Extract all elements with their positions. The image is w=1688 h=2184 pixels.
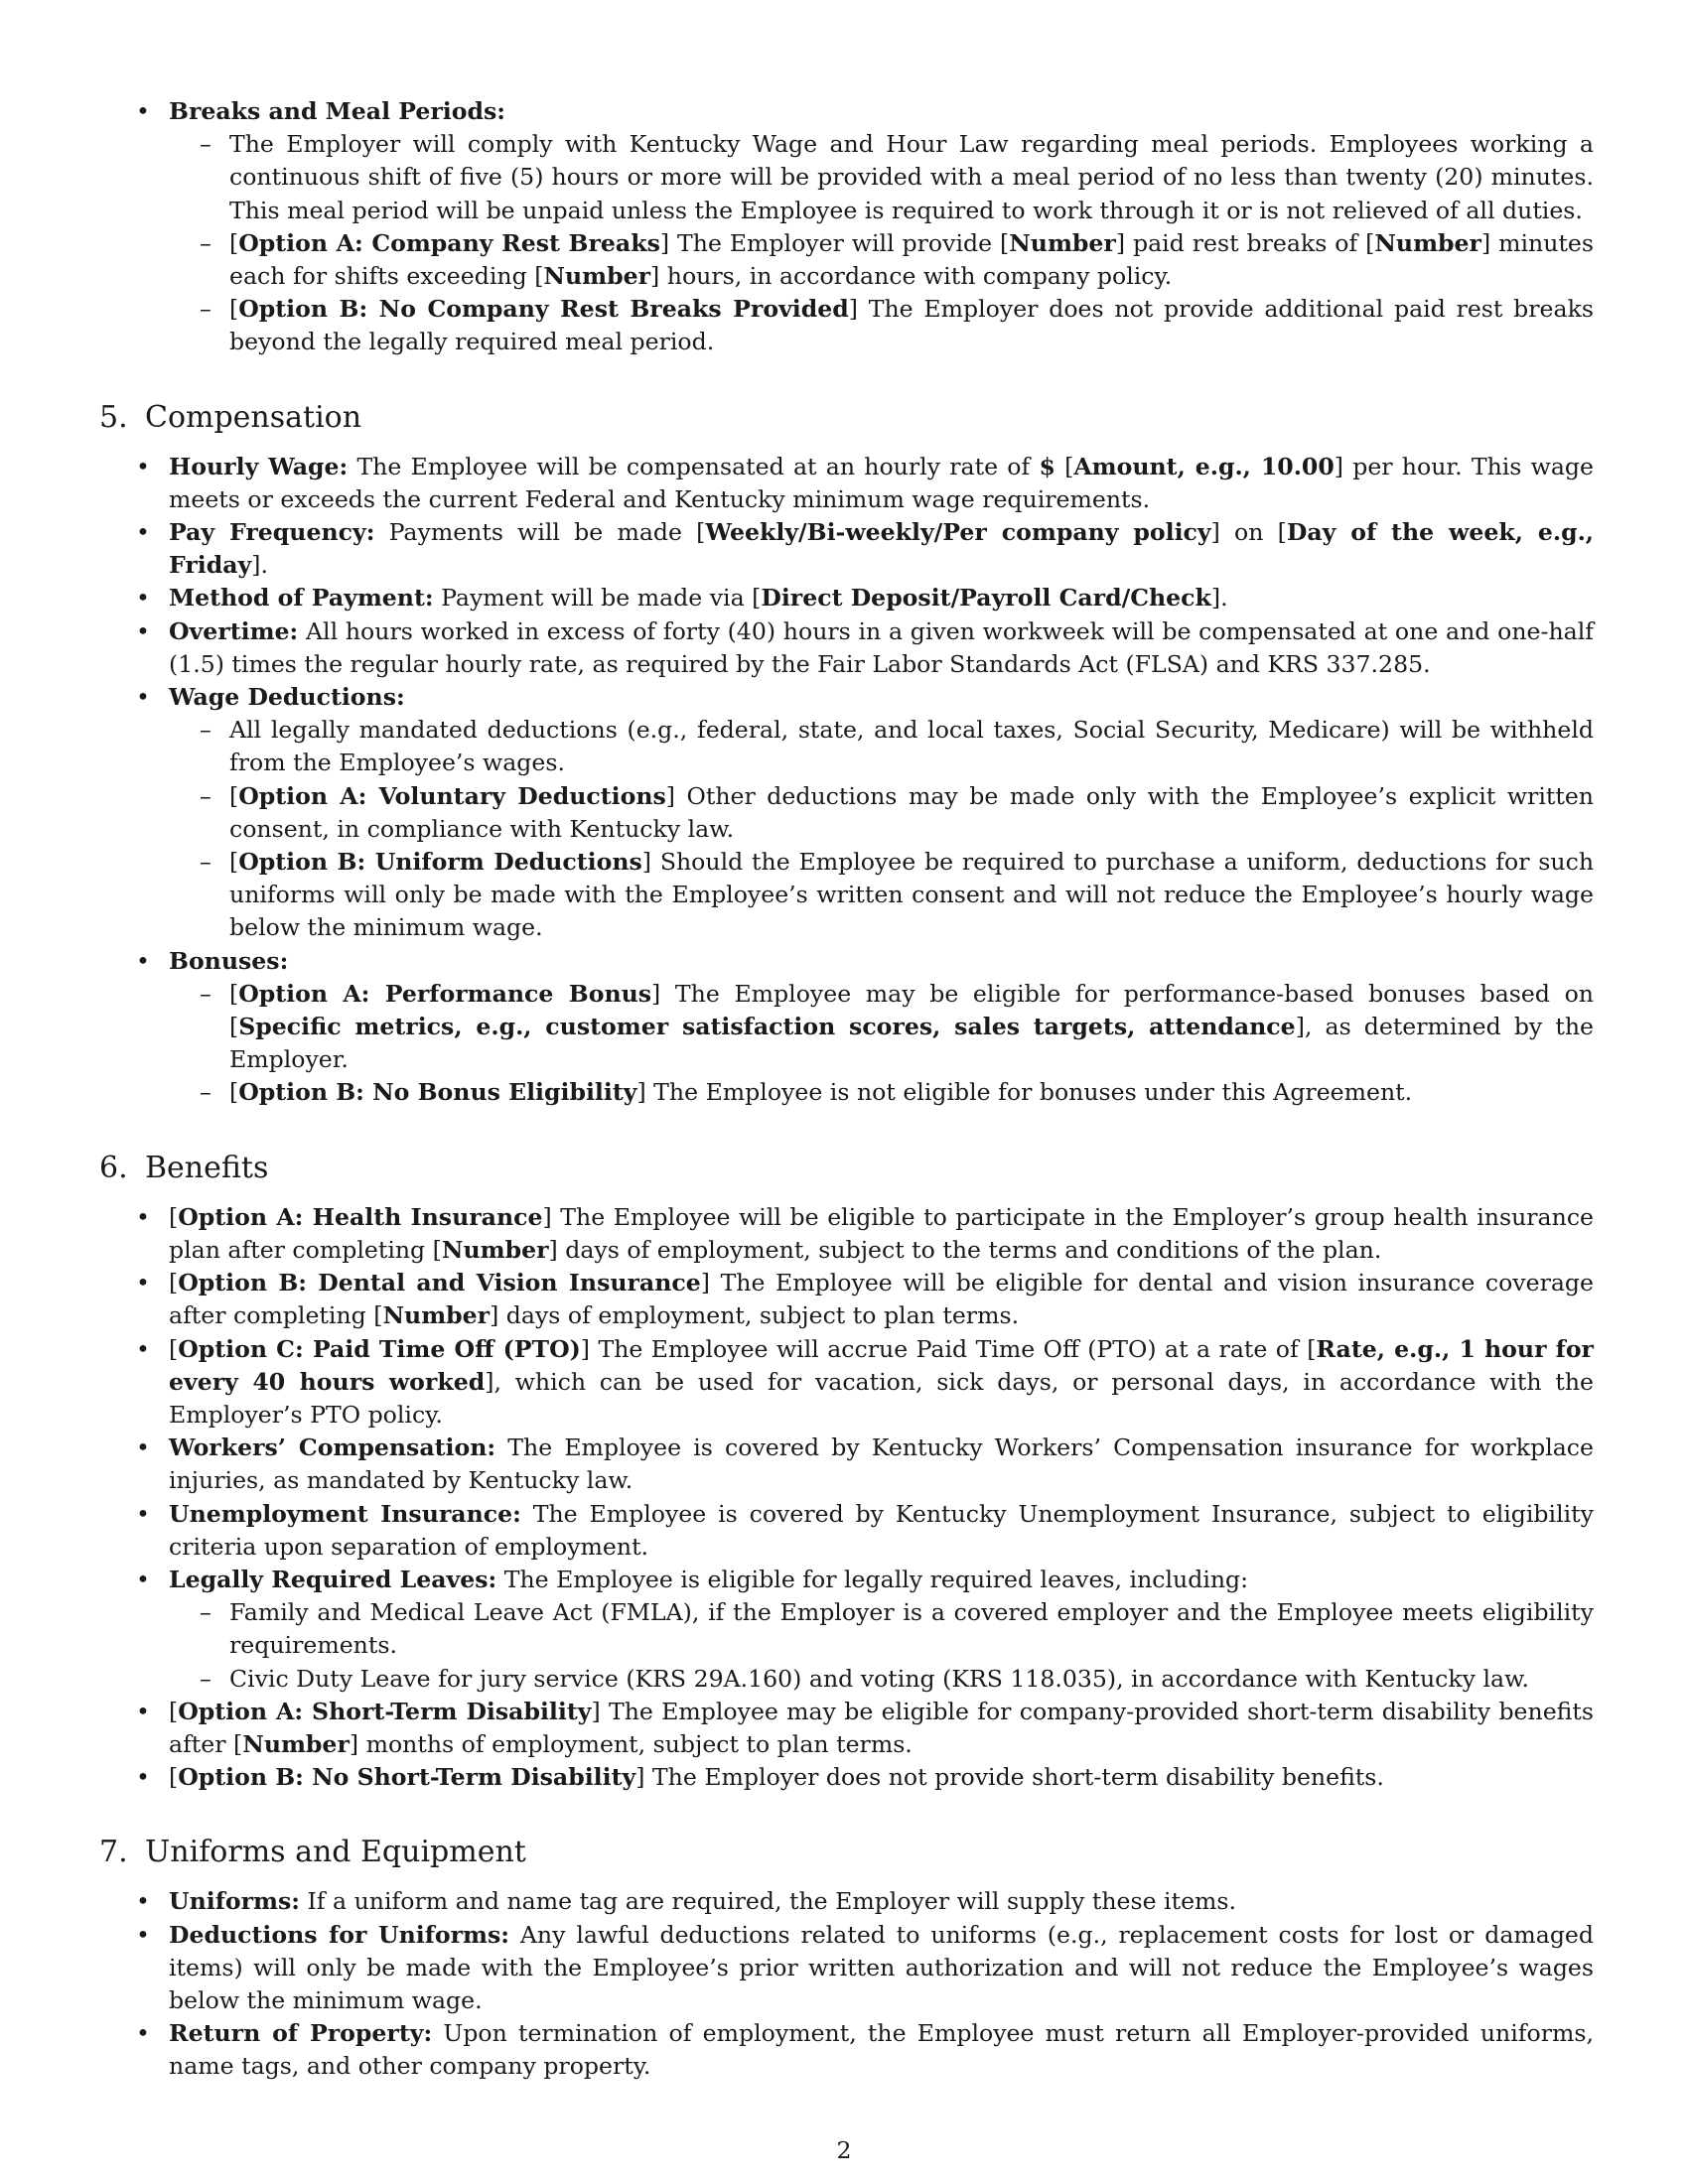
required-leaves-item: • Legally Required Leaves: The Employee is eligible for legally required leaves, including: – Family and Medical Leave Act (FMLA), if the Employer is a covered employer and the Employee meets eligibility requirements. – Civic Duty Leave for jury service (KRS 29A.160) and voting (KRS 118.035), in accordance with Kentucky law. <box>99 1564 1594 1696</box>
voluntary-deductions-option: – [Option A: Voluntary Deductions] Other deductions may be made only with the Employee’s explicit written consent, in compliance with Kentucky law. <box>169 780 1594 846</box>
uniforms-item: • Uniforms: If a uniform and name tag are required, the Employer will supply these items. <box>99 1885 1594 1918</box>
mandated-deductions: – All legally mandated deductions (e.g., federal, state, and local taxes, Social Security, Medicare) will be withheld from the Employee’s wages. <box>169 714 1594 779</box>
health-insurance-item: • [Option A: Health Insurance] The Employee will be eligible to participate in the Employer’s group health insurance plan after completing [Number] days of employment, subject to the terms and conditions of the plan. <box>99 1201 1594 1267</box>
document-page <box>99 95 1594 2084</box>
pto-item: • [Option C: Paid Time Off (PTO)] The Employee will accrue Paid Time Off (PTO) at a rate of [Rate, e.g., 1 hour for every 40 hours worked], which can be used for vacation, sick days, or personal days, in accordance with the Employer’s PTO policy. <box>99 1333 1594 1433</box>
breaks-list <box>99 95 1594 359</box>
performance-bonus-option: – [Option A: Performance Bonus] The Employee may be eligible for performance-based bonuses based on [Specific metrics, e.g., customer satisfaction scores, sales targets, attendance], as determined by the Employer. <box>169 978 1594 1077</box>
hourly-wage-item: • Hourly Wage: The Employee will be compensated at an hourly rate of $ [Amount, e.g., 10.00] per hour. This wage meets or exceeds the current Federal and Kentucky minimum wage requirements. <box>99 451 1594 516</box>
page-number: 2 <box>836 2136 852 2164</box>
section-heading-benefits: 6. Benefits <box>99 1150 269 1185</box>
bonuses-item: • Bonuses: – [Option A: Performance Bonus] The Employee may be eligible for performance-based bonuses based on [Specific metrics, e.g., customer satisfaction scores, sales targets, attendance], as determined by the Employer. – [Option B: No Bonus Eligibility] The Employee is not eligible for bonuses under this Agreement. <box>99 945 1594 1110</box>
short-term-disability-item: • [Option A: Short-Term Disability] The Employee may be eligible for company-provided short-term disability benefits after [Number] months of employment, subject to plan terms. <box>99 1696 1594 1761</box>
no-bonus-option: – [Option B: No Bonus Eligibility] The Employee is not eligible for bonuses under this Agreement. <box>169 1076 1594 1109</box>
no-short-term-disability-item: • [Option B: No Short-Term Disability] The Employer does not provide short-term disability benefits. <box>99 1761 1594 1794</box>
civic-duty-item: – Civic Duty Leave for jury service (KRS 29A.160) and voting (KRS 118.035), in accordance with Kentucky law. <box>169 1663 1594 1696</box>
required-leaves-sublist <box>169 1596 1594 1696</box>
uniform-deductions-option: – [Option B: Uniform Deductions] Should the Employee be required to purchase a uniform, deductions for such uniforms will only be made with the Employee’s written consent and will not reduce the Employee’s hourly wage below the minimum wage. <box>169 846 1594 945</box>
uniform-deductions-item: • Deductions for Uniforms: Any lawful deductions related to uniforms (e.g., replacement costs for lost or damaged items) will only be made with the Employee’s prior written authorization and will not reduce the Employee’s wages below the minimum wage. <box>99 1919 1594 2018</box>
workers-comp-item: • Workers’ Compensation: The Employee is covered by Kentucky Workers’ Compensation insurance for workplace injuries, as mandated by Kentucky law. <box>99 1432 1594 1497</box>
section-heading-uniforms: 7. Uniforms and Equipment <box>99 1835 526 1870</box>
benefits-list <box>99 1201 1594 1795</box>
bonuses-sublist <box>169 978 1594 1110</box>
uniforms-list <box>99 1885 1594 2083</box>
pay-frequency-item: • Pay Frequency: Payments will be made [Weekly/Bi-weekly/Per company policy] on [Day of the week, e.g., Friday]. <box>99 516 1594 582</box>
section-heading-compensation: 5. Compensation <box>99 399 362 435</box>
rest-breaks-option-a: – [Option A: Company Rest Breaks] The Employer will provide [Number] paid rest breaks of [Number] minutes each for shifts exceeding [Number] hours, in accordance with company policy. <box>169 227 1594 293</box>
dental-vision-item: • [Option B: Dental and Vision Insurance] The Employee will be eligible for dental and vision insurance coverage after completing [Number] days of employment, subject to plan terms. <box>99 1267 1594 1332</box>
overtime-item: • Overtime: All hours worked in excess of forty (40) hours in a given workweek will be compensated at one and one-half (1.5) times the regular hourly rate, as required by the Fair Labor Standards Act (FLSA) and KRS 337.285. <box>99 615 1594 681</box>
wage-deductions-sublist <box>169 714 1594 944</box>
wage-deductions-item: • Wage Deductions: – All legally mandated deductions (e.g., federal, state, and local taxes, Social Security, Medicare) will be withheld from the Employee’s wages. – [Option A: Voluntary Deductions] Other deductions may be made only with the Employee’s explicit written consent, in compliance with Kentucky law. – [Option B: Uniform Deductions] Should the Employee be required to purchase a uniform, deductions for such uniforms will only be made with the Employee’s written consent and will not reduce the Employee’s hourly wage below the minimum wage. <box>99 681 1594 945</box>
compensation-list <box>99 451 1594 1110</box>
breaks-title: Breaks and Meal Periods: <box>169 97 505 125</box>
unemployment-item: • Unemployment Insurance: The Employee is covered by Kentucky Unemployment Insurance, subject to eligibility criteria upon separation of employment. <box>99 1498 1594 1564</box>
breaks-item <box>99 95 1594 359</box>
meal-period-text: – The Employer will comply with Kentucky Wage and Hour Law regarding meal periods. Employees working a continuous shift of five (5) hours or more will be provided with a meal period of no less than twenty (20) minutes. This meal period will be unpaid unless the Employee is required to work through it or is not relieved of all duties. <box>169 128 1594 227</box>
breaks-sublist <box>169 128 1594 358</box>
rest-breaks-option-b: – [Option B: No Company Rest Breaks Provided] The Employer does not provide additional paid rest breaks beyond the legally required meal period. <box>169 293 1594 358</box>
fmla-item: – Family and Medical Leave Act (FMLA), if the Employer is a covered employer and the Employee meets eligibility requirements. <box>169 1596 1594 1662</box>
payment-method-item: • Method of Payment: Payment will be made via [Direct Deposit/Payroll Card/Check]. <box>99 582 1594 614</box>
return-property-item: • Return of Property: Upon termination of employment, the Employee must return all Employer-provided uniforms, name tags, and other company property. <box>99 2017 1594 2083</box>
